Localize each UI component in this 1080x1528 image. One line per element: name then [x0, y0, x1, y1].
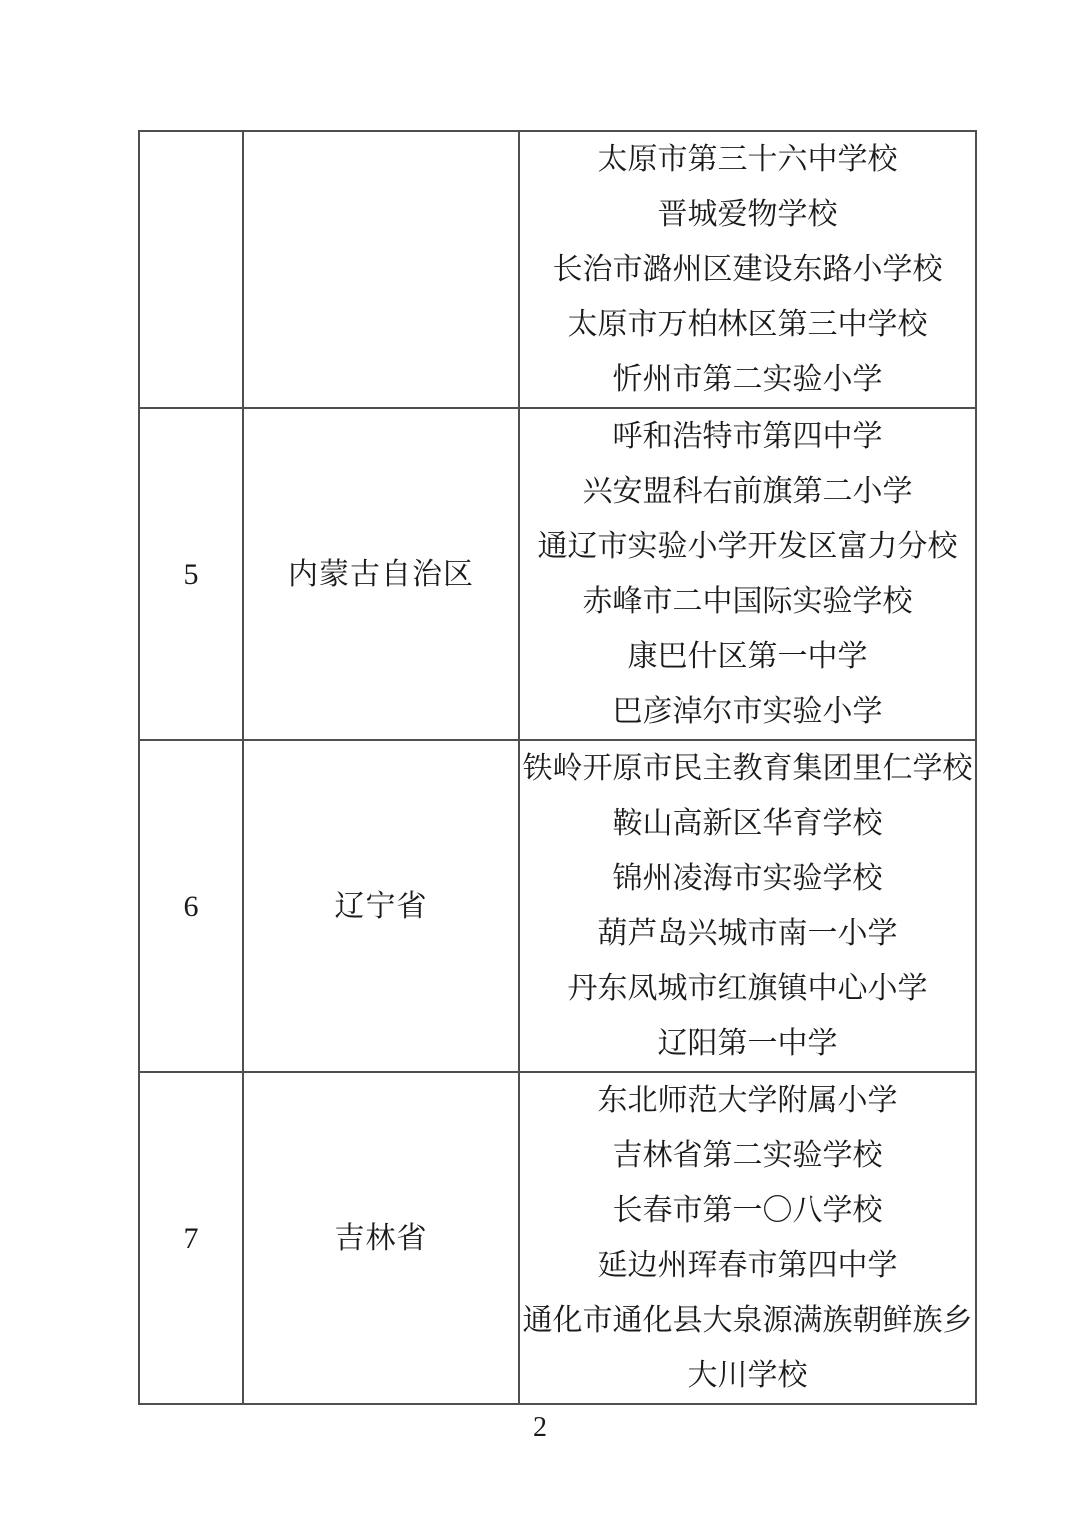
page-number: 2: [533, 1412, 547, 1443]
province-name: 吉林省: [334, 1221, 428, 1255]
school-name: 丹东凤城市红旗镇中心小学: [567, 972, 928, 1005]
school-name: 呼和浩特市第四中学: [612, 420, 883, 453]
row-index-cell: [139, 408, 243, 740]
school-name: 晋城爱物学校: [657, 198, 838, 231]
school-name: 吉林省第二实验学校: [612, 1139, 883, 1172]
school-table-body: [139, 131, 976, 1404]
table-row: [139, 740, 976, 1072]
province-cell: [243, 408, 519, 740]
school-name: 兴安盟科右前旗第二小学: [582, 475, 913, 508]
row-index-cell: [139, 131, 243, 408]
school-name: 延边州珲春市第四中学: [597, 1249, 898, 1282]
schools-cell: [519, 740, 976, 1072]
province-name: 辽宁省: [334, 889, 428, 923]
school-name: 葫芦岛兴城市南一小学: [597, 917, 898, 950]
school-name: 太原市第三十六中学校: [597, 143, 898, 176]
school-name: 长春市第一〇八学校: [612, 1194, 883, 1227]
school-name: 忻州市第二实验小学: [612, 363, 883, 396]
row-index: 6: [183, 889, 199, 923]
schools-cell: [519, 408, 976, 740]
school-name: 赤峰市二中国际实验学校: [582, 585, 913, 618]
school-name: 铁岭开原市民主教育集团里仁学校: [522, 752, 973, 785]
school-name: 鞍山高新区华育学校: [612, 807, 883, 840]
school-name: 锦州凌海市实验学校: [612, 862, 883, 895]
province-cell: [243, 1072, 519, 1404]
table-row: [139, 1072, 976, 1404]
row-index-cell: [139, 1072, 243, 1404]
school-name: 东北师范大学附属小学: [597, 1084, 898, 1117]
row-index: 5: [183, 557, 199, 591]
school-name: 巴彦淖尔市实验小学: [612, 695, 883, 728]
schools-cell: [519, 131, 976, 408]
row-index: 7: [183, 1221, 199, 1255]
row-index-cell: [139, 740, 243, 1072]
province-cell: [243, 131, 519, 408]
school-name: 通化市通化县大泉源满族朝鲜族乡大川学校: [522, 1304, 973, 1392]
table-row: [139, 131, 976, 408]
province-cell: [243, 740, 519, 1072]
school-name: 康巴什区第一中学: [627, 640, 868, 673]
school-name: 太原市万柏林区第三中学校: [567, 308, 928, 341]
school-name: 通辽市实验小学开发区富力分校: [537, 530, 958, 563]
school-table: [138, 130, 977, 1405]
school-name: 辽阳第一中学: [657, 1027, 838, 1060]
table-row: [139, 408, 976, 740]
school-name: 长治市潞州区建设东路小学校: [552, 253, 943, 286]
schools-cell: [519, 1072, 976, 1404]
province-name: 内蒙古自治区: [288, 557, 474, 591]
